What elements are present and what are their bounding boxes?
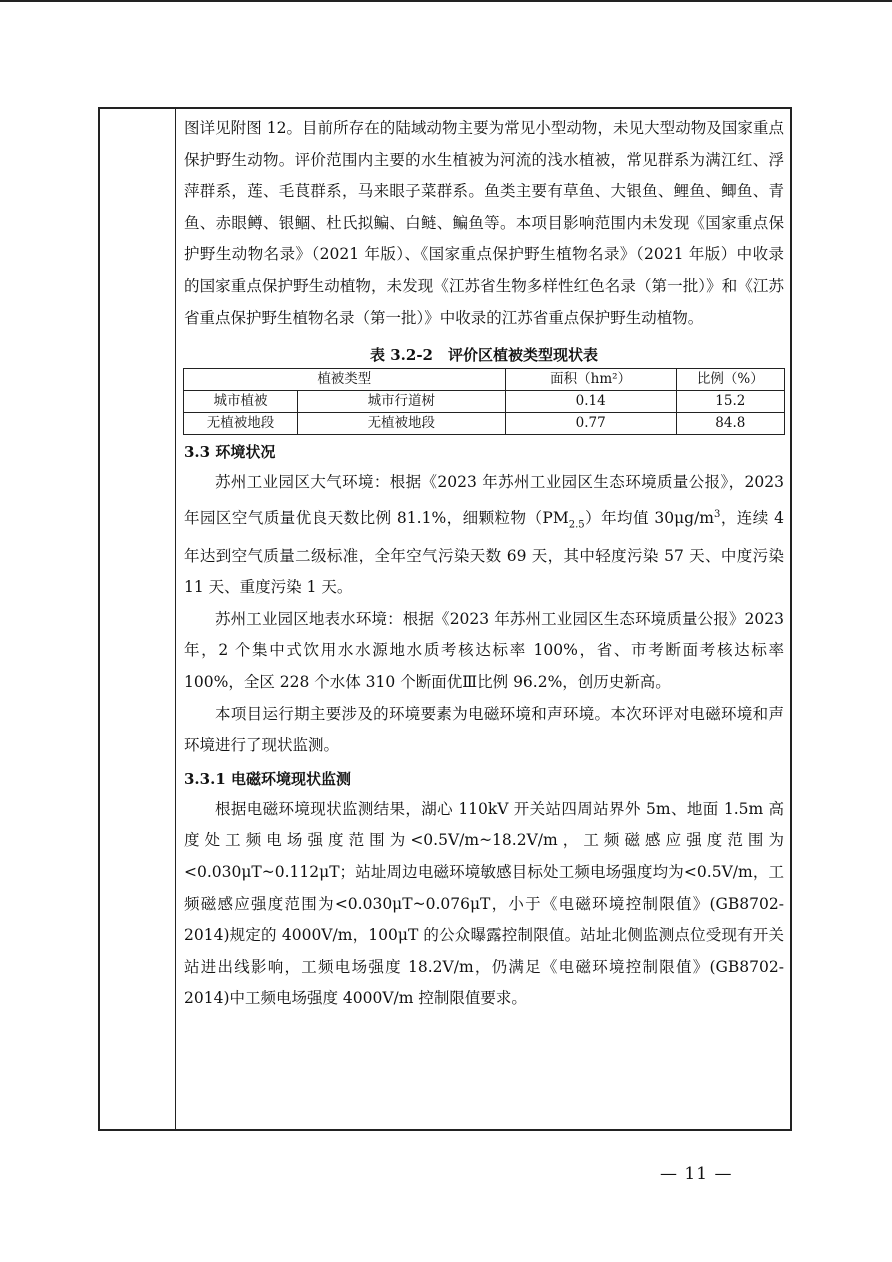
- page-number: — 11 —: [660, 1164, 733, 1184]
- air-environment-paragraph: [184, 467, 784, 604]
- header-area: 面积（hm²）: [505, 369, 676, 391]
- top-rule: [0, 0, 892, 2]
- table-cell: 城市植被: [184, 391, 298, 413]
- cubic-superscript: 3: [714, 508, 721, 520]
- intro-paragraph: 图详见附图 12。目前所存在的陆域动物主要为常见小型动物，未见大型动物及国家重点保护野生动物。评价范围内主要的水生植被为河流的浅水植被，常见群系为满江红、浮萍群系，莲、毛茛群系，马来眼子菜群系。鱼类主要有草鱼、大银鱼、鲤鱼、鲫鱼、青鱼、赤眼鳟、银鲴、杜氏拟鳊、白鲢、鳊鱼等。本项目影响范围内未发现《国家重点保护野生动物名录》（2021 年版）、《国家重点保护野生植物名录》（2021 年版）中收录的国家重点保护野生动植物，未发现《江苏省生物多样性红色名录（第一批）》和《江苏省重点保护野生植物名录（第一批）》中收录的江苏省重点保护野生动植物。: [184, 119, 784, 327]
- air-text-c: ，连续 4 年达到空气质量二级标准，全年空气污染天数 69 天，其中轻度污染 57 天、中度污染 11 天、重度污染 1 天。: [184, 508, 784, 597]
- monitoring-scope-paragraph: 本项目运行期主要涉及的环境要素为电磁环境和声环境。本次环评对电磁环境和声环境进行了现状监测。: [184, 704, 784, 755]
- table-cell: 城市行道树: [298, 391, 506, 413]
- left-column: [100, 109, 176, 1129]
- table-row: [184, 391, 785, 413]
- air-text-a: 苏州工业园区大气环境：根据《2023 年苏州工业园区生态环境质量公报》，2023 年园区空气质量优良天数比例 81.1%，细颗粒物（PM: [184, 473, 784, 527]
- header-ratio: 比例（%）: [676, 369, 784, 391]
- content-area: [184, 113, 784, 1015]
- table-caption: 表 3.2-2 评价区植被类型现状表: [370, 346, 598, 365]
- section-heading-3-3-1: 3.3.1 电磁环境现状监测: [184, 769, 351, 788]
- pm-subscript: 2.5: [568, 519, 585, 530]
- table-cell: 84.8: [676, 413, 784, 435]
- table-cell: 0.77: [505, 413, 676, 435]
- table-cell: 0.14: [505, 391, 676, 413]
- content-frame: [98, 107, 792, 1131]
- surface-water-paragraph: 苏州工业园区地表水环境：根据《2023 年苏州工业园区生态环境质量公报》2023 年，2 个集中式饮用水水源地水质考核达标率 100%，省、市考断面考核达标率 100%，全区 228 个水体 310 个断面优Ⅲ比例 96.2%，创历史新高。: [184, 609, 784, 691]
- table-cell: 15.2: [676, 391, 784, 413]
- electromagnetic-paragraph: 根据电磁环境现状监测结果，湖心 110kV 开关站四周站界外 5m、地面 1.5m 高度处工频电场强度范围为<0.5V/m~18.2V/m，工频磁感应强度范围为<0.030μT~0.112μT；站址周边电磁环境敏感目标处工频电场强度均为<0.5V/m，工频磁感应强度范围为<0.030μT~0.076μT，小于《电磁环境控制限值》(GB8702-2014)规定的 4000V/m，100μT 的公众曝露控制限值。站址北侧监测点位受现有开关站进出线影响，工频电场强度 18.2V/m，仍满足《电磁环境控制限值》(GB8702-2014)中工频电场强度 4000V/m 控制限值要求。: [184, 799, 784, 1008]
- vegetation-table: [183, 368, 785, 435]
- table-cell: 无植被地段: [184, 413, 298, 435]
- table-header-row: [184, 369, 785, 391]
- table-row: [184, 413, 785, 435]
- table-cell: 无植被地段: [298, 413, 506, 435]
- air-text-b: ）年均值 30μg/m: [584, 508, 714, 527]
- section-heading-3-3: 3.3 环境状况: [184, 443, 276, 462]
- header-vegetation-type: 植被类型: [184, 369, 506, 391]
